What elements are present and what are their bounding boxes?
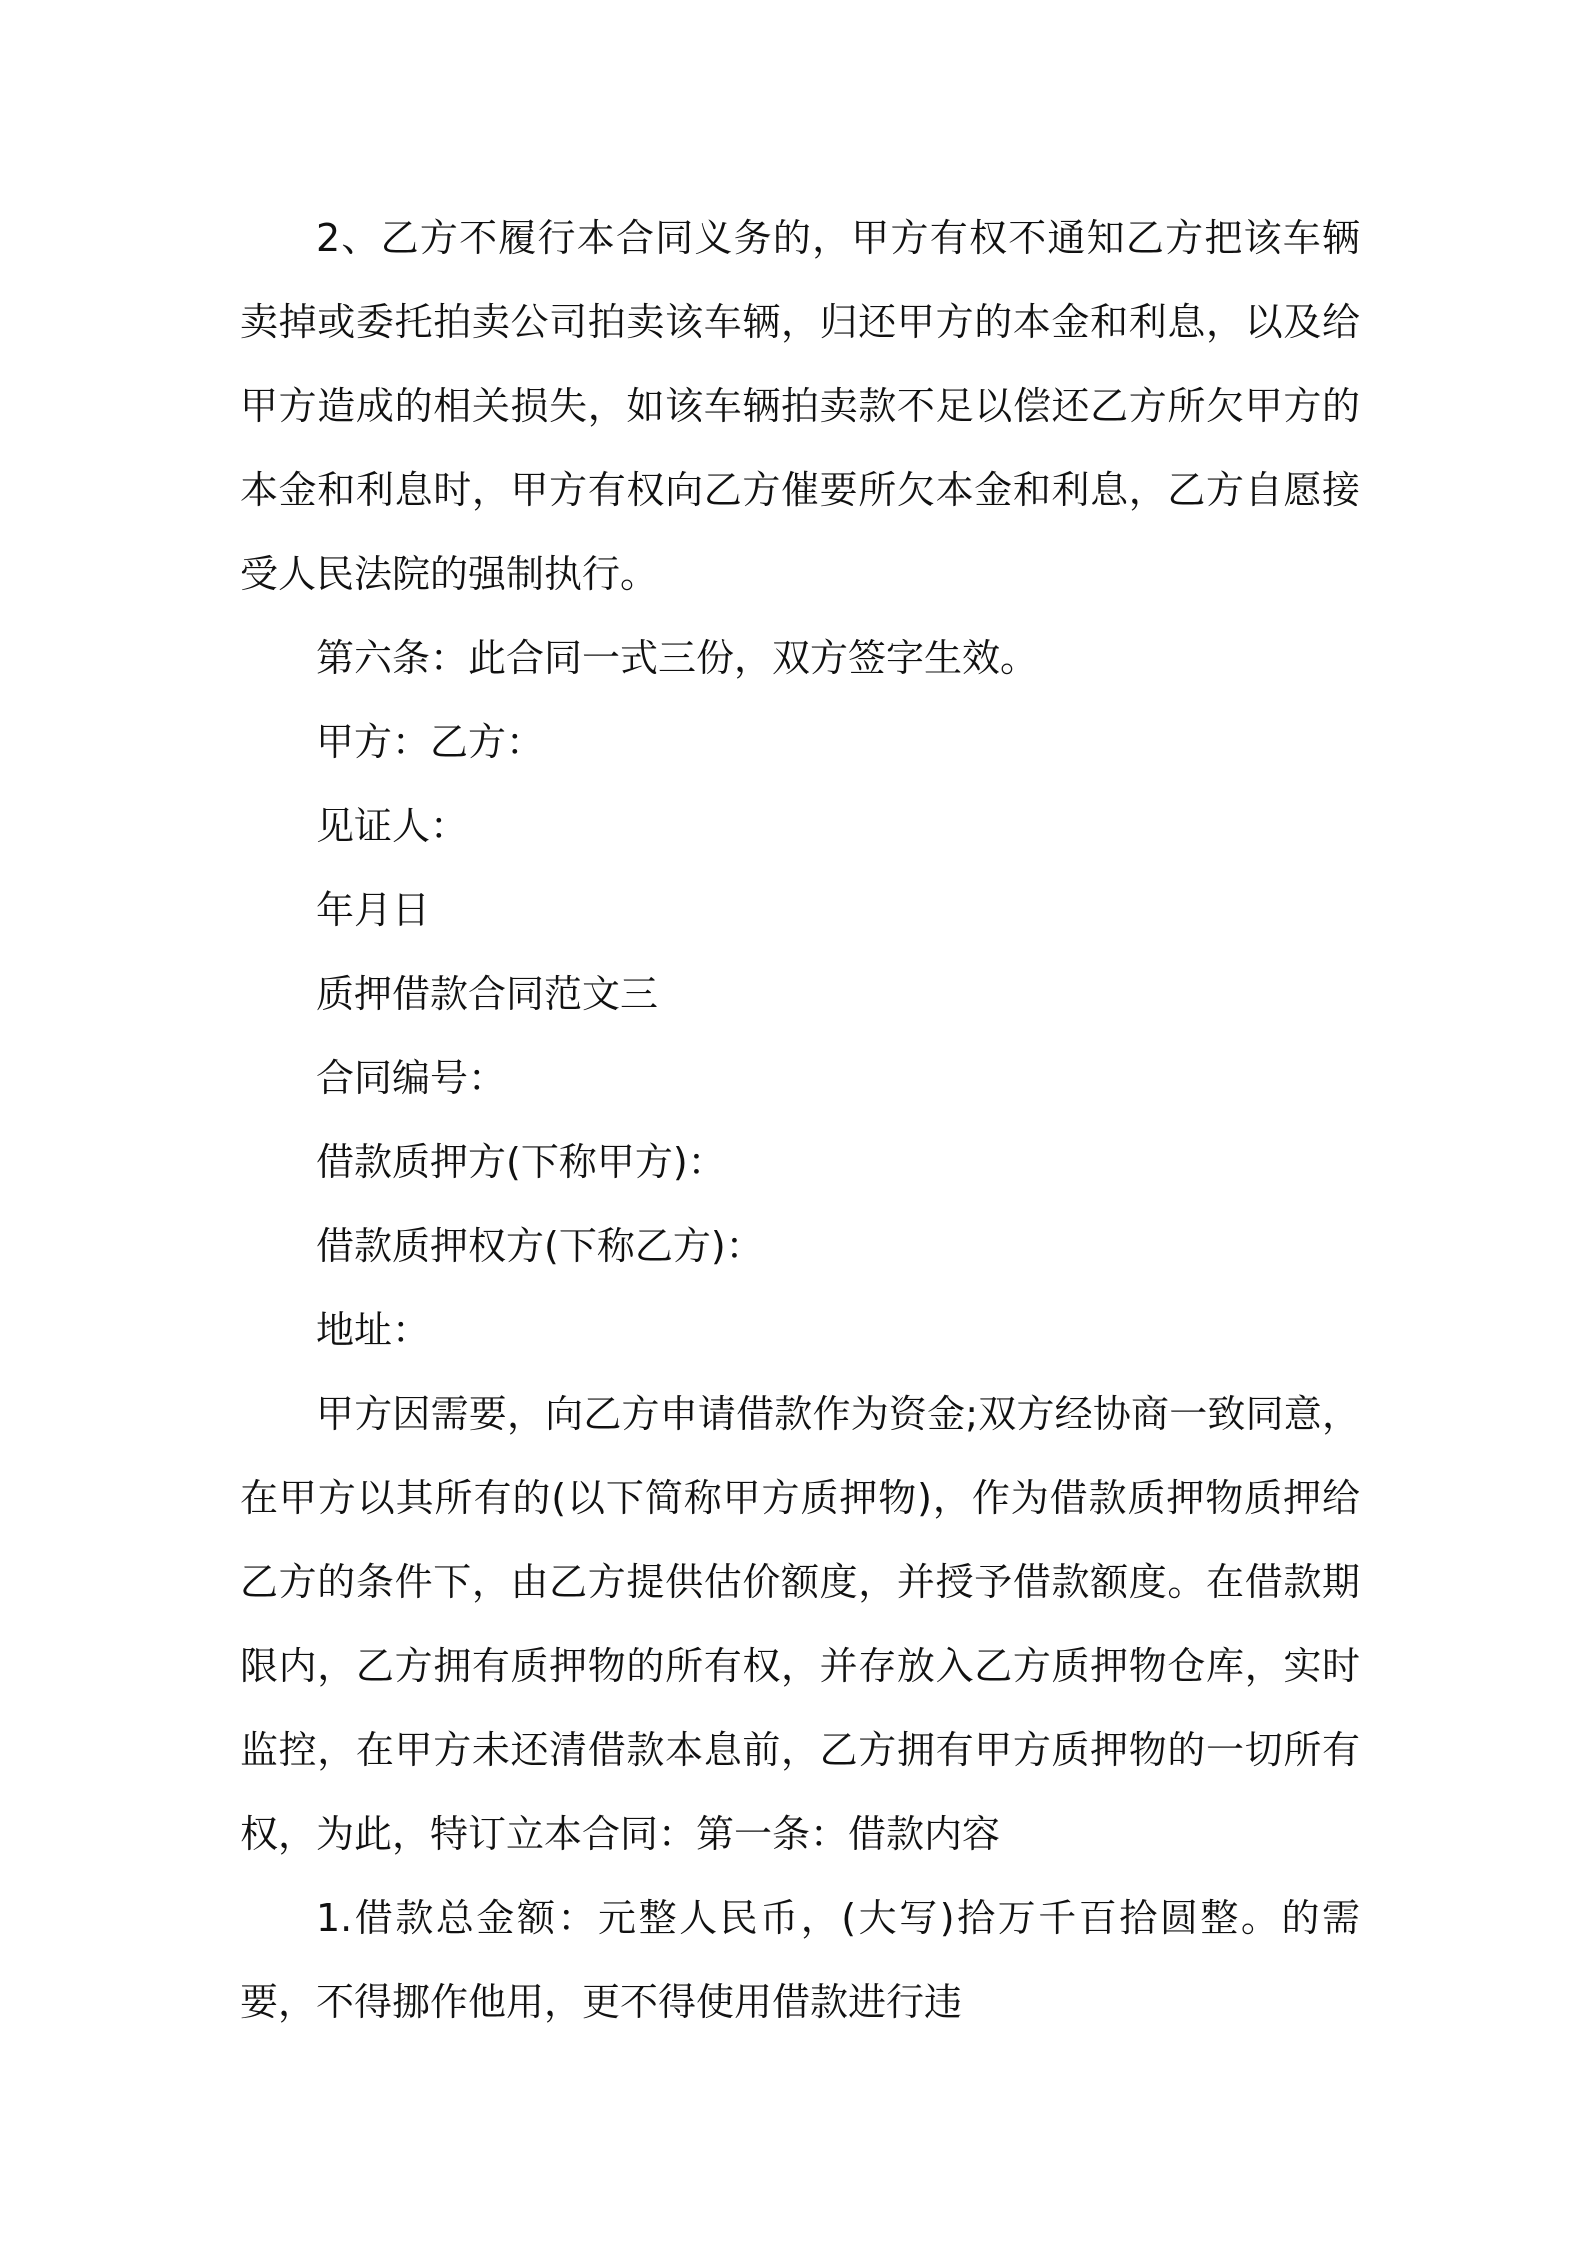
loan-amount-paragraph: 1.借款总金额：元整人民币，(大写)拾万千百拾圆整。的需要，不得挪作他用，更不得使用借款进行违 bbox=[240, 1896, 1360, 2024]
pledgor-line: 借款质押方(下称甲方)： bbox=[316, 1140, 726, 1184]
witness-line: 见证人： bbox=[316, 804, 469, 848]
preamble-paragraph: 甲方因需要，向乙方申请借款作为资金;双方经协商一致同意，在甲方以其所有的(以下简称甲方质押物)，作为借款质押物质押给乙方的条件下，由乙方提供估价额度，并授予借款额度。在借款期限内，乙方拥有质押物的所有权，并存放入乙方质押物仓库，实时监控，在甲方未还清借款本息前，乙方拥有甲方质押物的一切所有权，为此，特订立本合同：第一条：借款内容 bbox=[240, 1392, 1360, 1856]
document-body bbox=[240, 196, 1360, 2044]
article-6-copies: 第六条：此合同一式三份，双方签字生效。 bbox=[316, 636, 1039, 680]
date-line: 年月日 bbox=[316, 888, 431, 932]
address-line: 地址： bbox=[316, 1308, 431, 1352]
signature-parties: 甲方：乙方： bbox=[316, 720, 545, 764]
clause-2-breach: 2、乙方不履行本合同义务的，甲方有权不通知乙方把该车辆卖掉或委托拍卖公司拍卖该车辆，归还甲方的本金和利息，以及给甲方造成的相关损失，如该车辆拍卖款不足以偿还乙方所欠甲方的本金和利息时，甲方有权向乙方催要所欠本金和利息，乙方自愿接受人民法院的强制执行。 bbox=[240, 216, 1360, 596]
contract-number: 合同编号： bbox=[316, 1056, 507, 1100]
section-title: 质押借款合同范文三 bbox=[316, 972, 659, 1016]
pledgee-line: 借款质押权方(下称乙方)： bbox=[316, 1224, 764, 1268]
